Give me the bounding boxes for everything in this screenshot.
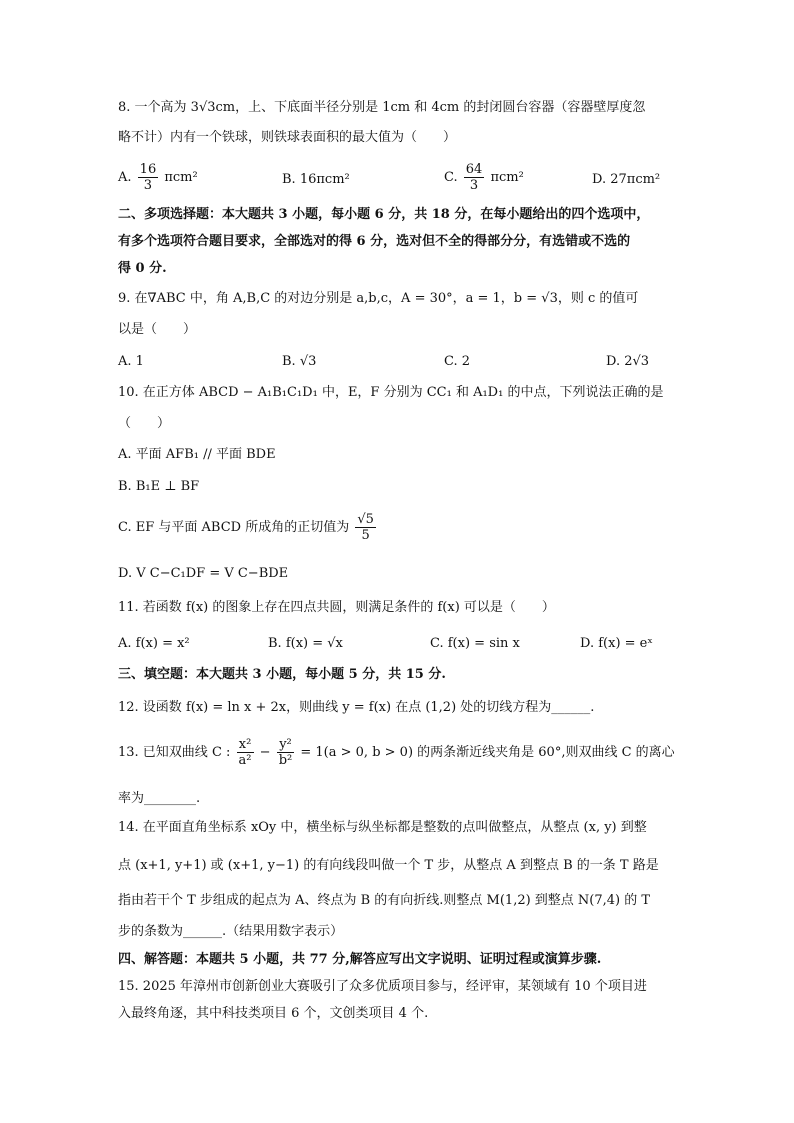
- q12-line1: 12. 设函数 f(x) = ln x + 2x，则曲线 y = f(x) 在点 (1,2) 处的切线方程为______.: [118, 700, 595, 715]
- q11-option-a: A. f(x) = x²: [118, 636, 190, 651]
- q9-option-d: D. 2√3: [606, 354, 650, 369]
- section3-line1: 三、填空题：本大题共 3 小题，每小题 5 分，共 15 分.: [118, 667, 446, 682]
- q10-option-d: D. V C−C₁DF = V C−BDE: [118, 566, 289, 581]
- q11-option-c: C. f(x) = sin x: [430, 636, 520, 651]
- section2-line1: 二、多项选择题：本大题共 3 小题，每小题 6 分，共 18 分，在每小题给出的四个选项中，: [118, 207, 650, 222]
- q15-line2: 入最终角逐，其中科技类项目 6 个，文创类项目 4 个.: [118, 1006, 429, 1021]
- q9-option-c: C. 2: [444, 354, 471, 369]
- q14-line1: 14. 在平面直角坐标系 xOy 中，横坐标与纵坐标都是整数的点叫做整点，从整点 (x, y) 到整: [118, 820, 647, 835]
- section2-line3: 得 0 分.: [118, 261, 167, 276]
- q8-option-a-fraction: $\frac{16}{3}$: [139, 162, 157, 193]
- q8-line1: 8. 一个高为 3√3cm，上、下底面半径分别是 1cm 和 4cm 的封闭圆台容器（容器壁厚度忽: [118, 100, 646, 115]
- section2-line2: 有多个选项符合题目要求，全部选对的得 6 分，选对但不全的得部分分，有选错或不选的: [118, 234, 631, 249]
- q10-line2: （ ）: [118, 416, 171, 431]
- q8-option-c: C. $\frac{64}{3}$ πcm²: [444, 162, 524, 193]
- q8-option-d: D. 27πcm²: [592, 172, 661, 187]
- q9-line1: 9. 在∇ABC 中，角 A,B,C 的对边分别是 a,b,c，A = 30°，a = 1，b = √3，则 c 的值可: [118, 291, 639, 306]
- q8-option-a: A. $\frac{16}{3}$ πcm²: [118, 162, 198, 193]
- q10-option-b: B. B₁E ⊥ BF: [118, 479, 200, 494]
- q8-line2: 略不计）内有一个铁球，则铁球表面积的最大值为（ ）: [118, 130, 457, 145]
- q9-option-a: A. 1: [118, 354, 144, 369]
- q13-line2: 率为________.: [118, 791, 201, 806]
- q8-option-c-fraction: $\frac{64}{3}$: [465, 162, 483, 193]
- q13-line1: 13. 已知双曲线 C : $\frac{\text{x²}}{\text{a²}}$ − $\frac{\text{y²}}{\text{b²}}$ = 1(a > 0, b > 0) 的两条渐近线夹角是 60°,则双曲线 C 的离心: [118, 737, 675, 768]
- q10-option-a: A. 平面 AFB₁ // 平面 BDE: [118, 447, 276, 462]
- q11-option-b: B. f(x) = √x: [268, 636, 343, 651]
- q10-option-c: C. EF 与平面 ABCD 所成角的正切值为 $\frac{√5}{5}$: [118, 512, 374, 543]
- q11-line1: 11. 若函数 f(x) 的图象上存在四点共圆，则满足条件的 f(x) 可以是（ ）: [118, 600, 555, 615]
- q13-fraction-x: $\frac{\text{x²}}{\text{a²}}$: [238, 737, 252, 768]
- q15-line1: 15. 2025 年漳州市创新创业大赛吸引了众多优质项目参与，经评审，某领域有 10 个项目进: [118, 979, 647, 994]
- q14-line3: 指由若干个 T 步组成的起点为 A、终点为 B 的有向折线.则整点 M(1,2) 到整点 N(7,4) 的 T: [118, 893, 651, 908]
- q11-option-d: D. f(x) = eˣ: [580, 636, 653, 651]
- q14-line2: 点 (x+1, y+1) 或 (x+1, y−1) 的有向线段叫做一个 T 步，从整点 A 到整点 B 的一条 T 路是: [118, 858, 659, 873]
- section4-line1: 四、解答题：本题共 5 小题，共 77 分,解答应写出文字说明、证明过程或演算步骤.: [118, 952, 602, 967]
- q8-option-b: B. 16πcm²: [282, 172, 350, 187]
- q13-fraction-y: $\frac{\text{y²}}{\text{b²}}$: [278, 737, 293, 768]
- q9-option-b: B. √3: [282, 354, 317, 369]
- q9-line2: 以是（ ）: [118, 322, 197, 337]
- q10-line1: 10. 在正方体 ABCD − A₁B₁C₁D₁ 中，E，F 分别为 CC₁ 和 A₁D₁ 的中点，下列说法正确的是: [118, 385, 664, 400]
- q14-line4: 步的条数为______.（结果用数字表示）: [118, 924, 344, 939]
- q10-option-c-fraction: $\frac{√5}{5}$: [357, 512, 374, 543]
